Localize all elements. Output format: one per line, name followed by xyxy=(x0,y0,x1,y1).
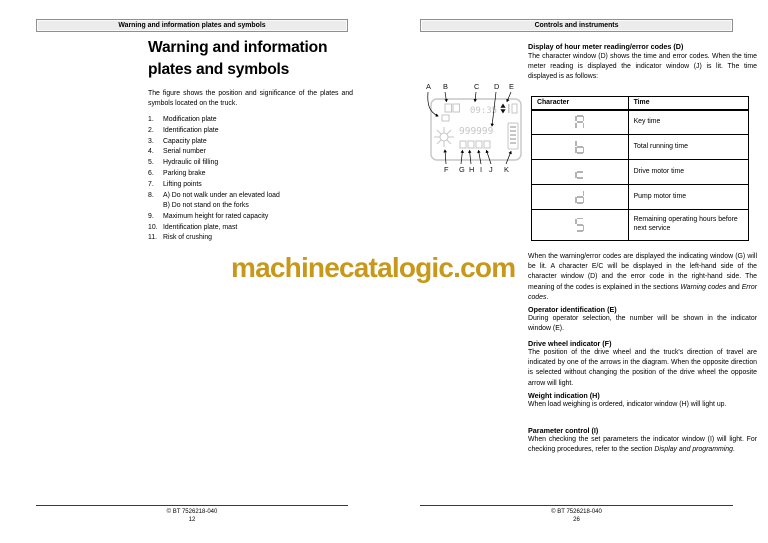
list-number: 9. xyxy=(148,212,154,220)
diagram-label-i: I xyxy=(480,165,483,174)
table-header-row xyxy=(532,97,749,110)
indicator-window-a-icon xyxy=(442,115,449,121)
diagram-label-e: E xyxy=(509,82,514,91)
list-item xyxy=(148,223,360,233)
list-number: 3. xyxy=(148,137,154,145)
list-text: Modification plate xyxy=(163,116,217,123)
diagram-label-j: J xyxy=(489,165,493,174)
list-number: 7. xyxy=(148,180,154,188)
diagram-drawing xyxy=(418,80,528,185)
section-paragraph-weight: When load weighing is ordered, indicator window (H) will light up. xyxy=(528,401,727,408)
section-heading-drive-wheel: Drive wheel indicator (F) xyxy=(528,339,612,348)
list-text: Parking brake xyxy=(163,169,206,177)
list-item xyxy=(148,212,360,222)
diagram-label-h: H xyxy=(469,165,475,174)
battery-indicator-icon xyxy=(508,123,518,149)
seven-segment-char xyxy=(575,190,584,204)
list-item xyxy=(148,169,360,179)
page-title-line1: Warning and information xyxy=(148,39,328,56)
seven-segment-char xyxy=(575,140,584,154)
character-cell xyxy=(532,210,629,241)
diagram-label-g: G xyxy=(459,165,465,174)
list-number: 6. xyxy=(148,169,154,177)
list-item xyxy=(148,191,360,212)
list-number: 10. xyxy=(148,223,158,231)
column-header-time: Time xyxy=(628,97,748,110)
instrument-display-diagram xyxy=(418,80,528,185)
list-item xyxy=(148,158,360,168)
seven-segment-char xyxy=(575,218,584,232)
indicator-windows-bottom-icon xyxy=(460,141,490,148)
list-number: 5. xyxy=(148,159,154,167)
drive-wheel-icon xyxy=(434,127,454,147)
diagram-label-k: K xyxy=(504,165,509,174)
column-header-character: Character xyxy=(532,97,629,110)
list-item xyxy=(148,115,360,125)
plates-list xyxy=(148,115,360,244)
diagram-label-d: D xyxy=(494,82,500,91)
section-heading-display: Display of hour meter reading/error codes (D) xyxy=(528,42,684,51)
character-cell xyxy=(532,185,629,210)
table-row xyxy=(532,135,749,160)
list-text: Identification plate, mast xyxy=(163,223,238,231)
list-number: 11. xyxy=(148,234,158,242)
page-number: 12 xyxy=(188,516,196,523)
diagram-label-f: F xyxy=(444,165,449,174)
indicator-windows-top-icon xyxy=(445,104,460,112)
diagram-label-b: B xyxy=(443,82,448,91)
section-heading-weight: Weight indication (H) xyxy=(528,391,600,400)
section-paragraph-drive-wheel: The position of the drive wheel and the truck's direction of travel are indicated by one of the arrows in the diagram. When the opposite direction is selected without changing the position of the drive wheel the opposite arrow will light. xyxy=(528,349,757,387)
table-row xyxy=(532,185,749,210)
seven-segment-char xyxy=(575,165,584,179)
time-cell: Pump motor time xyxy=(628,185,748,210)
left-page-footer xyxy=(36,505,348,524)
table-row xyxy=(532,210,749,241)
seven-segment-char xyxy=(575,115,584,129)
list-text: Hydraulic oil filling xyxy=(163,159,219,167)
list-text: Serial number xyxy=(163,148,206,156)
section-heading-operator: Operator identification (E) xyxy=(528,305,617,314)
character-cell xyxy=(532,110,629,135)
time-cell: Remaining operating hours before next service xyxy=(628,210,748,241)
time-cell: Drive motor time xyxy=(628,160,748,185)
section-paragraph-operator: During operator selection, the number will be shown in the indicator window (E). xyxy=(528,315,757,333)
codes-paragraph: When the warning/error codes are displayed the indicating window (G) will be lit. A character E/C will be displayed in the left-hand side of the character window (D) and the error code in the right-hand side. The meaning of the codes is explained in the sections Warning codes and Error codes. xyxy=(528,253,757,301)
list-number: 8. xyxy=(148,191,154,199)
list-text: Risk of crushing xyxy=(163,234,213,242)
list-item xyxy=(148,180,360,190)
hour-meter-digits: 999999 xyxy=(459,126,494,137)
diagram-label-a: A xyxy=(426,82,431,91)
page-number: 26 xyxy=(573,516,580,523)
section-heading-parameter: Parameter control (I) xyxy=(528,426,599,435)
time-cell: Key time xyxy=(628,110,748,135)
list-text: Capacity plate xyxy=(163,137,207,145)
list-text-line2: B) Do not stand on the forks xyxy=(163,201,249,209)
table-row xyxy=(532,110,749,135)
page-title-line2: plates and symbols xyxy=(148,60,290,78)
table-row xyxy=(532,160,749,185)
list-item xyxy=(148,147,360,157)
list-text: Maximum height for rated capacity xyxy=(163,212,269,220)
indicator-window-e-icon xyxy=(508,104,517,113)
right-page-footer xyxy=(420,505,733,524)
list-item xyxy=(148,233,360,243)
section-paragraph-display: The character window (D) shows the time and error codes. When the time meter reading is displayed the indicator window (J) is lit. The time displayed is as follows: xyxy=(528,53,757,81)
list-text: Lifting points xyxy=(163,180,202,188)
copyright-text: © BT 7526218-040 xyxy=(166,508,218,515)
diagram-label-c: C xyxy=(474,82,480,91)
page-title xyxy=(148,37,368,80)
character-cell xyxy=(532,135,629,160)
list-text: Identification plate xyxy=(163,126,219,134)
clock-digits: 09:35 xyxy=(470,106,498,116)
list-number: 2. xyxy=(148,126,154,134)
time-cell: Total running time xyxy=(628,135,748,160)
list-number: 4. xyxy=(148,148,154,156)
right-page-header-bar: Controls and instruments xyxy=(420,19,733,32)
hour-meter-table xyxy=(531,96,749,241)
list-item xyxy=(148,137,360,147)
watermark: machinecatalogic.com xyxy=(231,252,516,283)
left-page-header-bar: Warning and information plates and symbols xyxy=(36,19,348,32)
section-paragraph-parameter: When checking the set parameters the indicator window (I) will light. For checking procedures, refer to the section Display and programming. xyxy=(528,436,757,454)
copyright-text: © BT 7526218-040 xyxy=(551,508,602,515)
list-number: 1. xyxy=(148,116,154,123)
direction-arrows-icon xyxy=(500,104,505,114)
list-text-line1: A) Do not walk under an elevated load xyxy=(163,191,280,199)
intro-paragraph: The figure shows the position and significance of the plates and symbols located on the truck. xyxy=(148,90,353,108)
list-text xyxy=(163,191,280,212)
character-cell xyxy=(532,160,629,185)
list-item xyxy=(148,126,360,136)
